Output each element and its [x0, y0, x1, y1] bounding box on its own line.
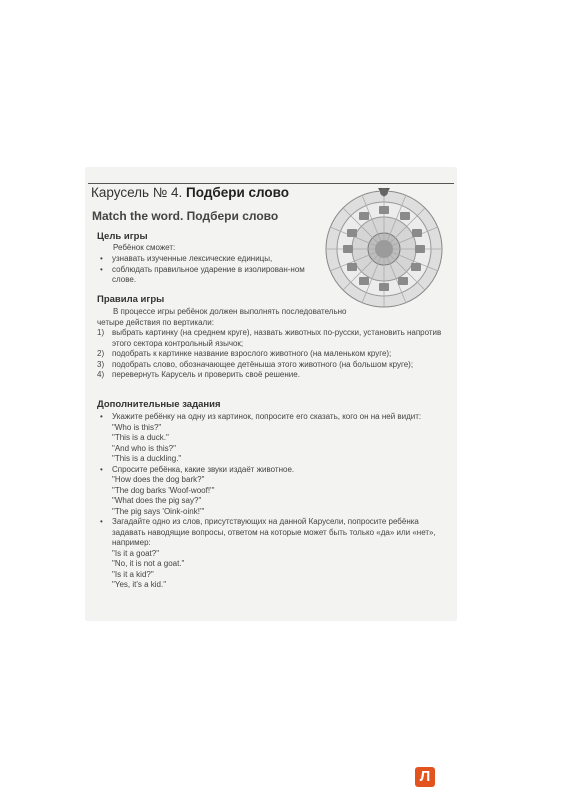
rules-step	[97, 370, 449, 381]
title-rule	[88, 183, 454, 184]
dialogue-line: "Is it a goat?"	[112, 548, 160, 558]
step-number: 1)	[97, 328, 105, 337]
step-text: выбрать картинку (на среднем круге), назвать животных по-русски, установить напротив этого сектора контрольный язычок;	[112, 328, 442, 348]
dialogue-line: "The pig says 'Oink-oink!'"	[112, 506, 205, 516]
rules-step	[97, 349, 449, 360]
step-text: подобрать слово, обозначающее детёныша этого животного (на большом круге);	[112, 359, 414, 369]
dialogue-line: "And who is this?"	[112, 443, 176, 453]
extra-heading: Дополнительные задания	[97, 399, 221, 410]
extra-task	[97, 517, 441, 591]
dialogue-line: "This is a duck."	[112, 433, 169, 442]
rules-steps	[97, 328, 449, 381]
step-number: 3)	[97, 359, 105, 369]
goal-list	[97, 254, 319, 286]
extra-list	[97, 412, 441, 591]
page-title	[91, 185, 289, 200]
rules-intro: В процессе игры ребёнок должен выполнять последовательно четыре действия по вертикали:	[97, 307, 347, 327]
title-prefix: Карусель № 4.	[91, 185, 187, 200]
goal-item: • узнавать изученные лексические единицы,	[97, 254, 319, 265]
task-text: Укажите ребёнку на одну из картинок, попросите его сказать, кого он на ней видит:	[112, 412, 422, 421]
carousel-wheel-icon	[323, 188, 445, 310]
dialogue-line: "Is it a kid?"	[112, 569, 154, 579]
step-number: 4)	[97, 370, 105, 379]
dialogue-line: "This is a duckling."	[112, 454, 182, 463]
extra-task	[97, 465, 441, 518]
step-text: подобрать к картинке название взрослого животного (на маленьком круге);	[112, 349, 392, 358]
dialogue-line: "What does the pig say?"	[112, 496, 202, 505]
dialogue-line: "No, it is not a goat."	[112, 559, 185, 568]
step-number: 2)	[97, 349, 105, 358]
rules-step	[97, 360, 449, 371]
page-subtitle: Match the word. Подбери слово	[92, 209, 279, 223]
task-text: Спросите ребёнка, какие звуки издаёт животное.	[112, 464, 295, 474]
extra-task	[97, 412, 441, 465]
goal-item: • соблюдать правильное ударение в изолирован-ном слове.	[97, 265, 319, 286]
dialogue-line: "Who is this?"	[112, 422, 162, 432]
goal-intro: Ребёнок сможет:	[113, 243, 176, 252]
dialogue-line: "The dog barks 'Woof-woof!'"	[112, 485, 215, 495]
rules-heading: Правила игры	[97, 294, 165, 305]
rules-step	[97, 328, 449, 349]
task-text: Загадайте одно из слов, присутствующих на данной Карусели, попросите ребёнка задавать наводящие вопросы, ответом на которые может быть только «да» или «нет», например:	[112, 517, 436, 547]
task-dialogue	[112, 475, 441, 517]
task-dialogue	[112, 549, 441, 591]
goal-heading: Цель игры	[97, 231, 148, 242]
step-text: перевернуть Карусель и проверить своё решение.	[112, 370, 300, 379]
task-dialogue	[112, 423, 441, 465]
dialogue-line: "Yes, it's a kid."	[112, 580, 167, 589]
dialogue-line: "How does the dog bark?"	[112, 475, 205, 484]
title-bold: Подбери слово	[186, 185, 290, 200]
labirint-logo-icon: Л	[415, 767, 435, 787]
